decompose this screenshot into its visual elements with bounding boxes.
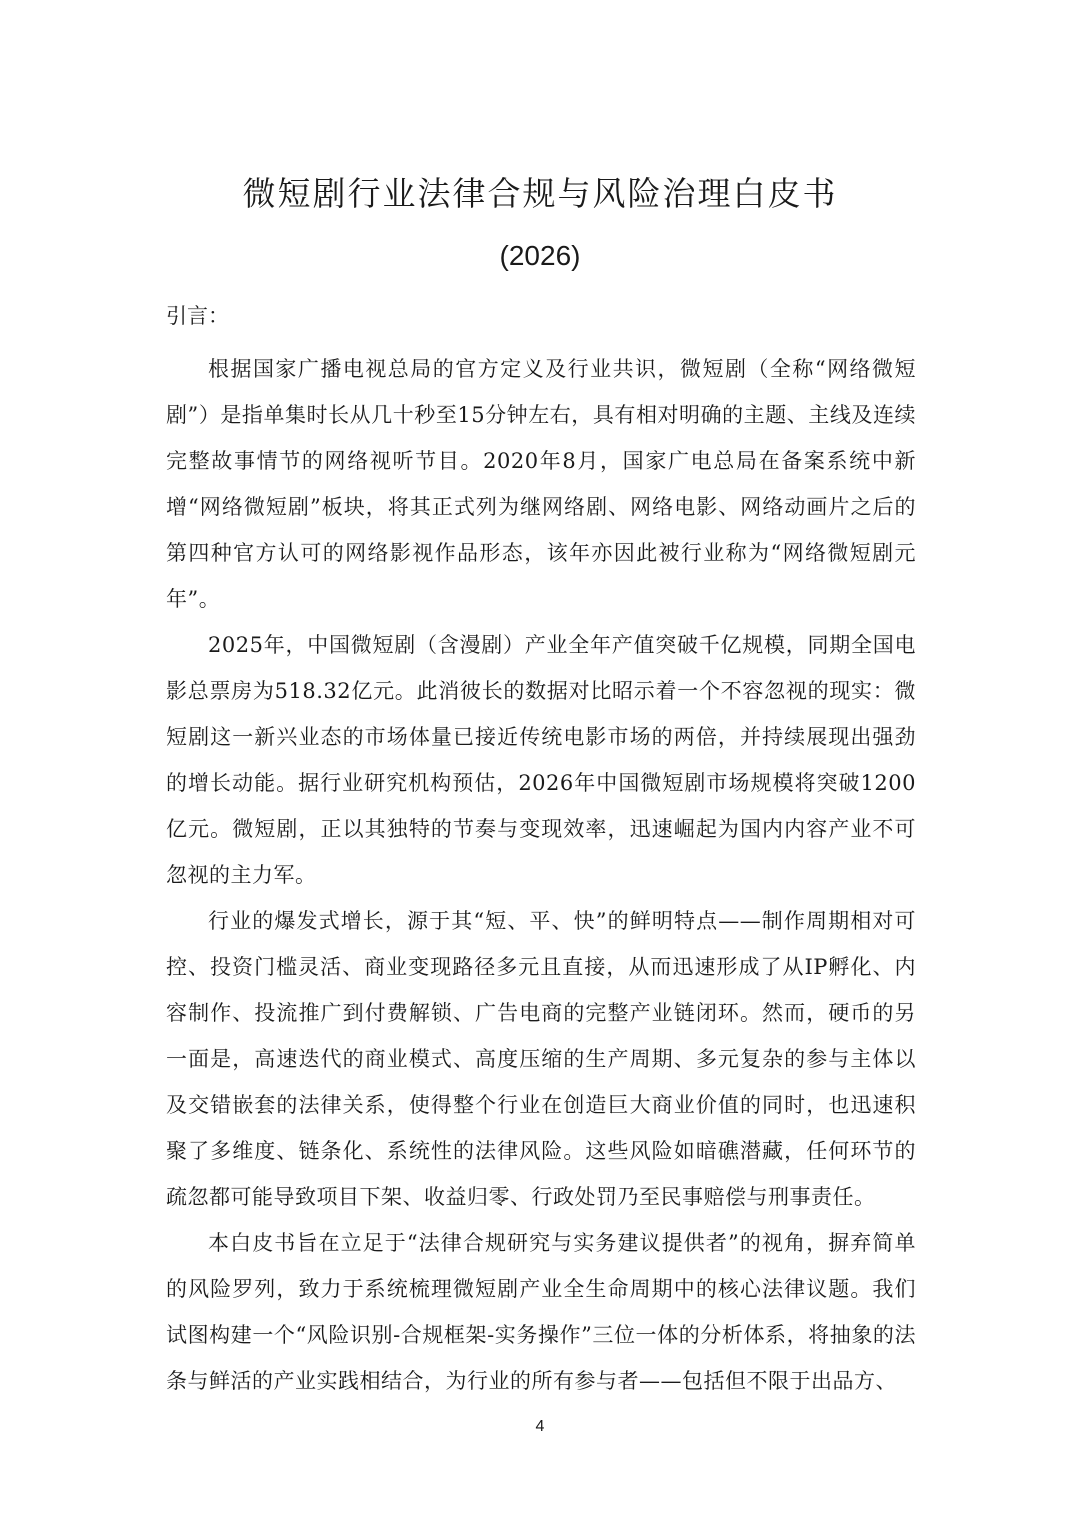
page-number: 4 xyxy=(535,1418,545,1435)
paragraph: 2025年，中国微短剧（含漫剧）产业全年产值突破千亿规模，同期全国电影总票房为518.32亿元。此消彼长的数据对比昭示着一个不容忽视的现实：微短剧这一新兴业态的市场体量已接近传统电影市场的两倍，并持续展现出强劲的增长动能。据行业研究机构预估，2026年中国微短剧市场规模将突破1200亿元。微短剧，正以其独特的节奏与变现效率，迅速崛起为国内内容产业不可忽视的主力军。 xyxy=(166,633,916,887)
paragraph: 根据国家广播电视总局的官方定义及行业共识，微短剧（全称“网络微短剧”）是指单集时长从几十秒至15分钟左右，具有相对明确的主题、主线及连续完整故事情节的网络视听节目。2020年8月，国家广电总局在备案系统中新增“网络微短剧”板块，将其正式列为继网络剧、网络电影、网络动画片之后的第四种官方认可的网络影视作品形态，该年亦因此被行业称为“网络微短剧元年”。 xyxy=(166,357,916,611)
document-title: 微短剧行业法律合规与风险治理白皮书 xyxy=(242,174,838,213)
document-body xyxy=(166,346,916,1404)
paragraph: 行业的爆发式增长，源于其“短、平、快”的鲜明特点——制作周期相对可控、投资门槛灵活、商业变现路径多元且直接，从而迅速形成了从IP孵化、内容制作、投流推广到付费解锁、广告电商的完整产业链闭环。然而，硬币的另一面是，高速迭代的商业模式、高度压缩的生产周期、多元复杂的参与主体以及交错嵌套的法律关系，使得整个行业在创造巨大商业价值的同时，也迅速积聚了多维度、链条化、系统性的法律风险。这些风险如暗礁潜藏，任何环节的疏忽都可能导致项目下架、收益归零、行政处罚乃至民事赔偿与刑事责任。 xyxy=(166,909,916,1209)
intro-heading: 引言： xyxy=(166,304,229,328)
paragraph: 本白皮书旨在立足于“法律合规研究与实务建议提供者”的视角，摒弃简单的风险罗列，致力于系统梳理微短剧产业全生命周期中的核心法律议题。我们试图构建一个“风险识别-合规框架-实务操作”三位一体的分析体系，将抽象的法条与鲜活的产业实践相结合，为行业的所有参与者——包括但不限于出品方、 xyxy=(166,1231,916,1393)
document-subtitle: (2026) xyxy=(499,240,581,271)
